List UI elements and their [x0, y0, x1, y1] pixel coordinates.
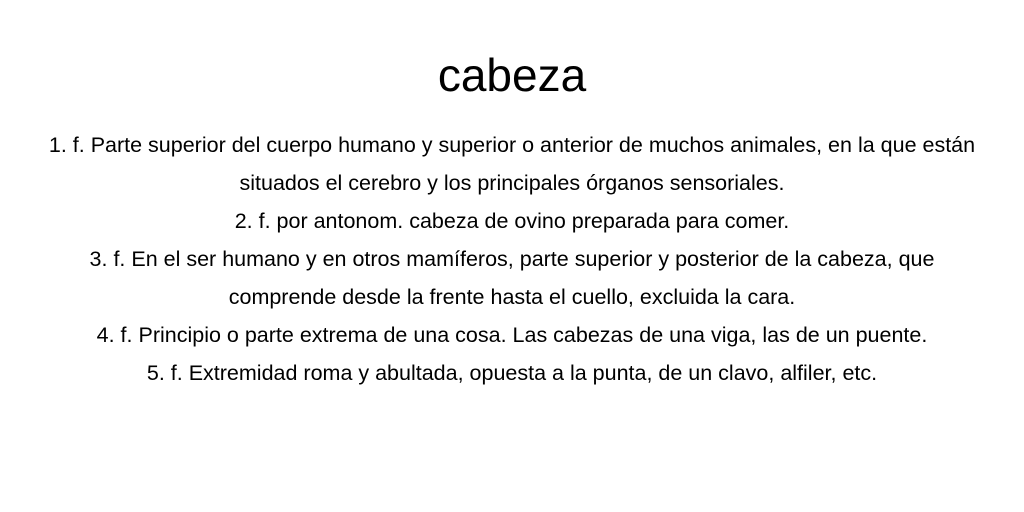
definition-item: 5. f. Extremidad roma y abultada, opuesta a la punta, de un clavo, alfiler, etc. — [146, 361, 878, 385]
definition-item: 2. f. por antonom. cabeza de ovino preparada para comer. — [234, 209, 790, 233]
definition-item: 3. f. En el ser humano y en otros mamíferos, parte superior y posterior de la cabeza, que comprende desde la frente hasta el cuello, excluida la cara. — [89, 247, 935, 309]
definition-item: 4. f. Principio o parte extrema de una cosa. Las cabezas de una viga, las de un puente. — [96, 323, 928, 347]
entry-headword: cabeza — [437, 49, 587, 101]
definition-item: 1. f. Parte superior del cuerpo humano y superior o anterior de muchos animales, en la que están situados el cerebro y los principales órganos sensoriales. — [48, 133, 976, 195]
definition-list — [40, 126, 984, 392]
